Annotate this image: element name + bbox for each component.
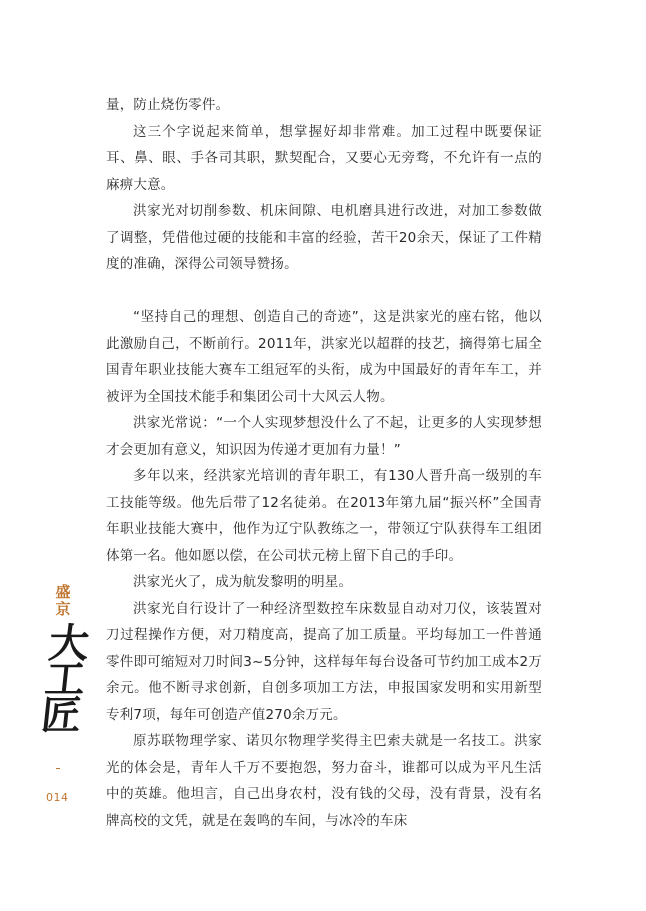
paragraph: “坚持自己的理想、创造自己的奇迹”，这是洪家光的座右铭，他以此激励自己，不断前行。2011年，洪家光以超群的技艺，摘得第七届全国青年职业技能大赛车工组冠军的头衔，成为中国最好的青年车工，并被评为全国技术能手和集团公司十大风云人物。 — [106, 309, 542, 405]
paragraph: 洪家光火了，成为航发黎明的明星。 — [133, 574, 353, 590]
paragraph: 原苏联物理学家、诺贝尔物理学奖得主巴索夫就是一名技工。洪家光的体会是，青年人千万不要抱怨，努力奋斗，谁都可以成为平凡生活中的英雄。他坦言，自己出身农村，没有钱的父母，没有背景，没有名牌高校的文凭，就是在轰鸣的车间，与冰冷的车床 — [106, 733, 542, 829]
paragraph: 量，防止烧伤零件。 — [106, 97, 230, 113]
book-title-calligraphy: 大工匠 — [33, 622, 92, 730]
paragraph: 洪家光自行设计了一种经济型数控车床数显自动对刀仪，该装置对刀过程操作方便，对刀精度高，提高了加工质量。平均每加工一件普通零件即可缩短对刀时间3~5分钟，这样每年每台设备可节约加工成本2万余元。他不断寻求创新，自创多项加工方法，申报国家发明和实用新型专利7项，每年可创造产值270余万元。 — [106, 600, 542, 723]
paragraph: 多年以来，经洪家光培训的青年职工，有130人晋升高一级别的车工技能等级。他先后带了12名徒弟。在2013年第九届“振兴杯”全国青年职业技能大赛中，他作为辽宁队教练之一，带领辽宁队获得车工组团体第一名。他如愿以偿，在公司状元榜上留下自己的手印。 — [106, 468, 542, 564]
book-title-small: 盛京 — [53, 584, 72, 618]
paragraph: 这三个字说起来简单，想掌握好却非常难。加工过程中既要保证耳、鼻、眼、手各司其职，默契配合，又要心无旁骛，不允许有一点的麻痹大意。 — [106, 123, 542, 193]
book-title-vertical — [33, 584, 92, 730]
page-number: 014 — [46, 791, 69, 804]
paragraph: 洪家光常说：“一个人实现梦想没什么了不起，让更多的人实现梦想才会更加有意义，知识因为传递才更加有力量！” — [106, 415, 542, 458]
page-number-divider — [56, 768, 60, 769]
paragraph: 洪家光对切削参数、机床间隙、电机磨具进行改进，对加工参数做了调整，凭借他过硬的技能和丰富的经验，苦干20余天，保证了工件精度的准确，深得公司领导赞扬。 — [106, 203, 542, 272]
article-body — [106, 92, 542, 834]
